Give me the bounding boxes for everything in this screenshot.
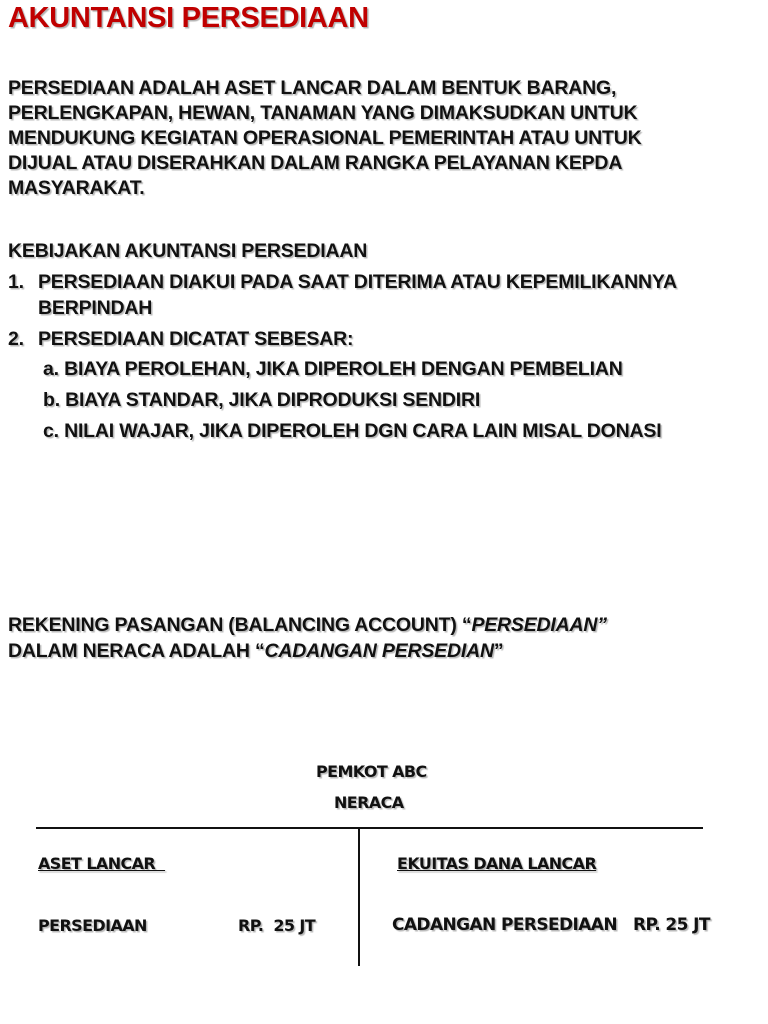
list-number: 1.	[8, 271, 24, 293]
policy-item-1-line2: BERPINDAH	[38, 297, 153, 319]
policy-subitem-a: a. BIAYA PEROLEHAN, JIKA DIPEROLEH DENGAN PEMBELIAN	[43, 358, 623, 380]
policy-item-1	[8, 271, 758, 323]
balance-sheet-org-name: PEMKOT ABC	[316, 762, 427, 781]
list-number: 2.	[8, 328, 24, 350]
policy-item-2	[8, 328, 758, 354]
policy-heading: KEBIJAKAN AKUNTANSI PERSEDIAAN	[8, 240, 368, 262]
balancing-account-note	[8, 612, 607, 664]
balancing-line-2-emphasis: CADANGAN PERSEDIAN	[264, 640, 494, 662]
definition-line: DIJUAL ATAU DISERAHKAN DALAM RANGKA PELAYANAN KEPDA	[8, 152, 623, 174]
balancing-line-1	[8, 612, 607, 638]
assets-heading: ASET LANCAR	[38, 854, 166, 873]
balancing-line-2-text: DALAM NERACA ADALAH “	[8, 640, 265, 662]
policy-item-2-text: PERSEDIAAN DICATAT SEBESAR:	[38, 328, 354, 350]
policy-subitem-b: b. BIAYA STANDAR, JIKA DIPRODUKSI SENDIRI	[43, 389, 481, 411]
definition-line: PERLENGKAPAN, HEWAN, TANAMAN YANG DIMAKSUDKAN UNTUK	[8, 102, 638, 124]
balance-sheet-title: NERACA	[334, 793, 404, 812]
balancing-line-2	[8, 638, 607, 664]
inventory-item-amount: RP. 25 JT	[238, 916, 316, 935]
equity-heading: EKUITAS DANA LANCAR	[397, 854, 597, 873]
definition-line: PERSEDIAAN ADALAH ASET LANCAR DALAM BENTUK BARANG,	[8, 77, 617, 99]
inventory-item-label: PERSEDIAAN	[38, 916, 147, 935]
definition-line: MENDUKUNG KEGIATAN OPERASIONAL PEMERINTAH ATAU UNTUK	[8, 127, 642, 149]
balancing-line-1-emphasis: PERSEDIAAN”	[471, 614, 607, 636]
policy-subitem-c: c. NILAI WAJAR, JIKA DIPEROLEH DGN CARA LAIN MISAL DONASI	[43, 420, 662, 442]
balancing-line-2-suffix: ”	[493, 640, 504, 662]
definition-paragraph	[8, 76, 748, 201]
t-account-horizontal-rule	[36, 827, 703, 829]
reserve-item-label: CADANGAN PERSEDIAAN	[392, 915, 617, 935]
policy-item-1-line1: PERSEDIAAN DIAKUI PADA SAAT DITERIMA ATAU KEPEMILIKANNYA	[38, 271, 677, 293]
balancing-line-1-text: REKENING PASANGAN (BALANCING ACCOUNT) “	[8, 614, 472, 636]
definition-line: MASYARAKAT.	[8, 177, 145, 199]
t-account-vertical-rule	[358, 828, 360, 966]
page-title: AKUNTANSI PERSEDIAAN	[8, 2, 369, 34]
reserve-item-amount: RP. 25 JT	[633, 915, 710, 935]
